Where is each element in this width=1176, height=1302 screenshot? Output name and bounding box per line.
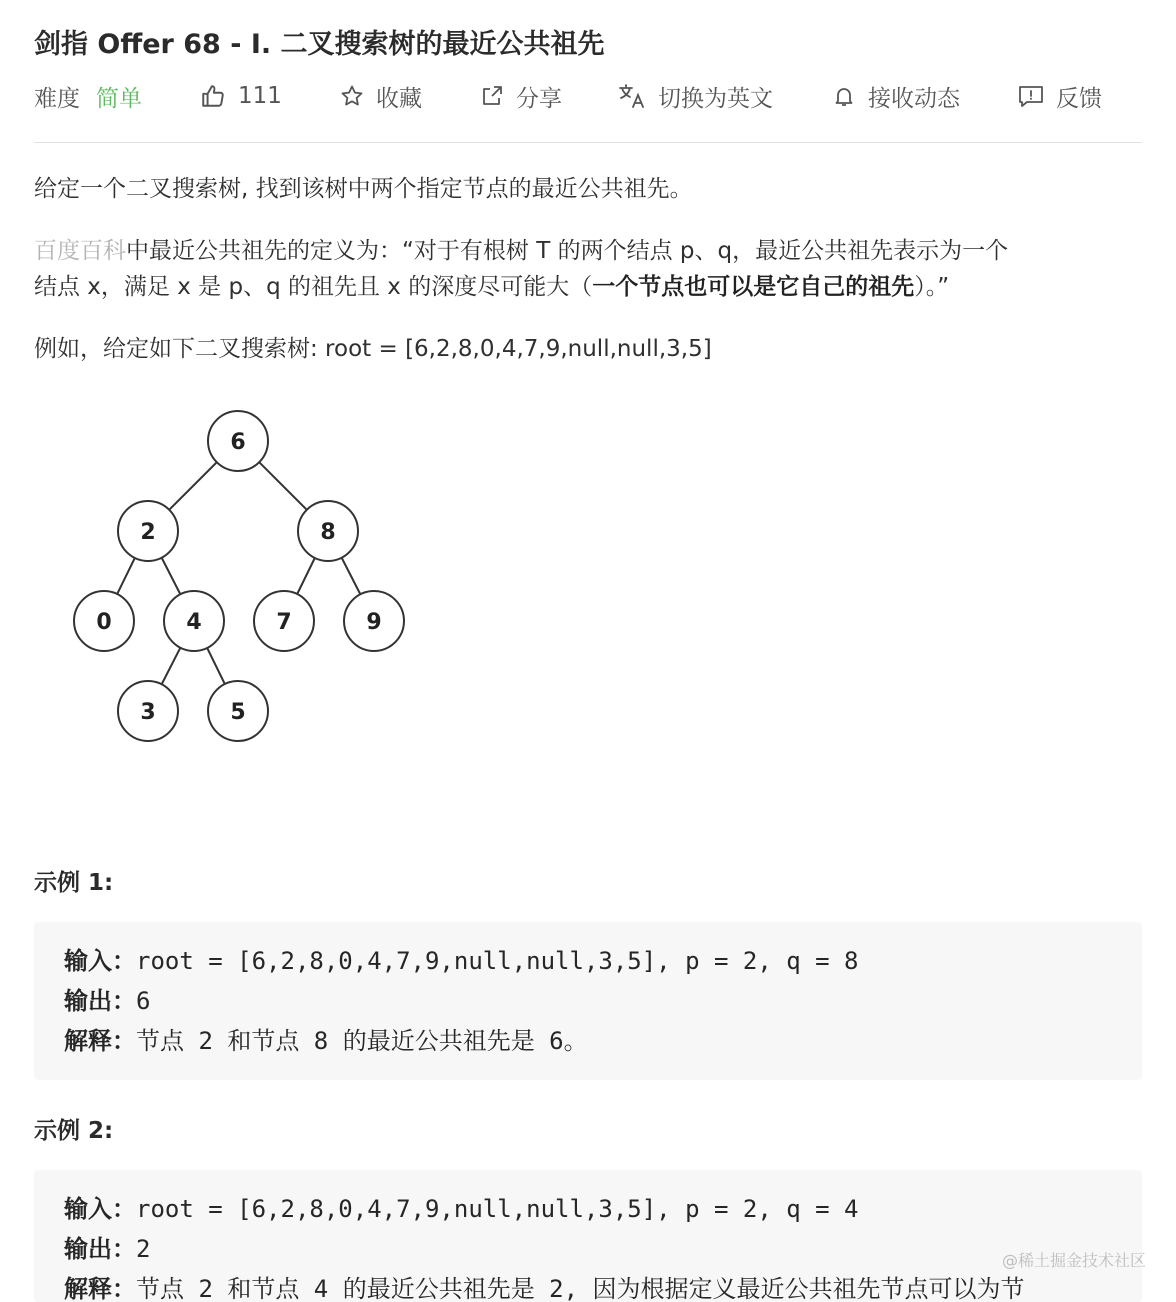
example-2-code-block bbox=[34, 1170, 1142, 1302]
feedback-button[interactable] bbox=[1018, 78, 1102, 114]
header-divider bbox=[34, 142, 1142, 143]
svg-text:3: 3 bbox=[140, 700, 156, 725]
feedback-icon bbox=[1018, 84, 1044, 108]
input-value: root = [6,2,8,0,4,7,9,null,null,3,5], p = 2, q = 4 bbox=[136, 1195, 859, 1223]
tree-node bbox=[118, 501, 178, 561]
example-1-input bbox=[64, 941, 858, 981]
definition-line-1 bbox=[34, 232, 1008, 270]
like-count: 111 bbox=[238, 83, 282, 109]
input-key: 输入： bbox=[64, 1195, 136, 1223]
problem-meta-bar bbox=[34, 78, 1144, 114]
example-2-input bbox=[64, 1189, 858, 1229]
definition-text-2b: ）。” bbox=[914, 274, 950, 300]
subscribe-label: 接收动态 bbox=[868, 85, 960, 112]
difficulty-value: 简单 bbox=[96, 85, 142, 112]
output-value: 6 bbox=[136, 987, 151, 1015]
svg-text:4: 4 bbox=[186, 610, 202, 635]
tree-node bbox=[344, 591, 404, 651]
watermark: @稀土掘金技术社区 bbox=[1001, 1251, 1146, 1270]
example-1-explanation bbox=[64, 1021, 588, 1061]
tree-node bbox=[208, 411, 268, 471]
explain-value: 节点 2 和节点 4 的最近公共祖先是 2, 因为根据定义最近公共祖先节点可以为节 bbox=[136, 1275, 1025, 1302]
subscribe-button[interactable] bbox=[832, 78, 960, 114]
share-label: 分享 bbox=[516, 85, 562, 112]
thumbs-up-icon bbox=[200, 83, 226, 109]
tree-node bbox=[164, 591, 224, 651]
definition-emphasis: 一个节点也可以是它自己的祖先 bbox=[592, 274, 915, 300]
svg-text:7: 7 bbox=[276, 610, 292, 635]
page-title: 剑指 Offer 68 - I. 二叉搜索树的最近公共祖先 bbox=[34, 29, 605, 60]
share-icon bbox=[480, 84, 504, 108]
output-key: 输出： bbox=[64, 1235, 136, 1263]
difficulty-label: 难度 bbox=[34, 85, 80, 112]
translate-button[interactable] bbox=[618, 78, 773, 114]
example-2-heading: 示例 2: bbox=[34, 1118, 114, 1144]
tree-node bbox=[298, 501, 358, 561]
like-button[interactable] bbox=[200, 78, 282, 114]
bell-icon bbox=[832, 84, 856, 108]
output-value: 2 bbox=[136, 1235, 151, 1263]
favorite-button[interactable] bbox=[340, 78, 422, 114]
tree-node bbox=[118, 681, 178, 741]
example-tree-text: 例如，给定如下二叉搜索树: root = [6,2,8,0,4,7,9,null,null,3,5] bbox=[34, 336, 712, 362]
svg-text:0: 0 bbox=[96, 610, 112, 635]
explain-key: 解释： bbox=[64, 1027, 136, 1055]
translate-icon bbox=[618, 83, 646, 109]
example-1-code-block bbox=[34, 922, 1142, 1080]
favorite-label: 收藏 bbox=[376, 85, 422, 112]
example-2-output bbox=[64, 1229, 150, 1269]
input-key: 输入： bbox=[64, 947, 136, 975]
explain-value: 节点 2 和节点 8 的最近公共祖先是 6。 bbox=[136, 1027, 588, 1055]
difficulty bbox=[34, 78, 142, 114]
definition-text-2a: 结点 x，满足 x 是 p、q 的祖先且 x 的深度尽可能大（ bbox=[34, 274, 593, 300]
svg-text:6: 6 bbox=[230, 430, 246, 455]
share-button[interactable] bbox=[480, 78, 562, 114]
example-1-output bbox=[64, 981, 150, 1021]
problem-intro: 给定一个二叉搜索树, 找到该树中两个指定节点的最近公共祖先。 bbox=[34, 176, 693, 202]
translate-label: 切换为英文 bbox=[658, 85, 773, 112]
example-2-explanation bbox=[64, 1269, 1025, 1302]
svg-text:2: 2 bbox=[140, 520, 156, 545]
star-icon bbox=[340, 84, 364, 108]
binary-tree-diagram bbox=[60, 400, 420, 764]
svg-text:9: 9 bbox=[366, 610, 382, 635]
definition-line-2 bbox=[34, 268, 949, 306]
feedback-label: 反馈 bbox=[1056, 85, 1102, 112]
input-value: root = [6,2,8,0,4,7,9,null,null,3,5], p = 2, q = 8 bbox=[136, 947, 859, 975]
definition-text-1: 中最近公共祖先的定义为：“对于有根树 T 的两个结点 p、q，最近公共祖先表示为一个 bbox=[126, 238, 1009, 264]
svg-text:8: 8 bbox=[320, 520, 336, 545]
tree-node bbox=[74, 591, 134, 651]
tree-node bbox=[254, 591, 314, 651]
tree-node bbox=[208, 681, 268, 741]
svg-text:5: 5 bbox=[230, 700, 246, 725]
example-1-heading: 示例 1: bbox=[34, 870, 114, 896]
explain-key: 解释： bbox=[64, 1275, 136, 1302]
output-key: 输出： bbox=[64, 987, 136, 1015]
baidu-baike-link[interactable]: 百度百科 bbox=[34, 238, 126, 264]
